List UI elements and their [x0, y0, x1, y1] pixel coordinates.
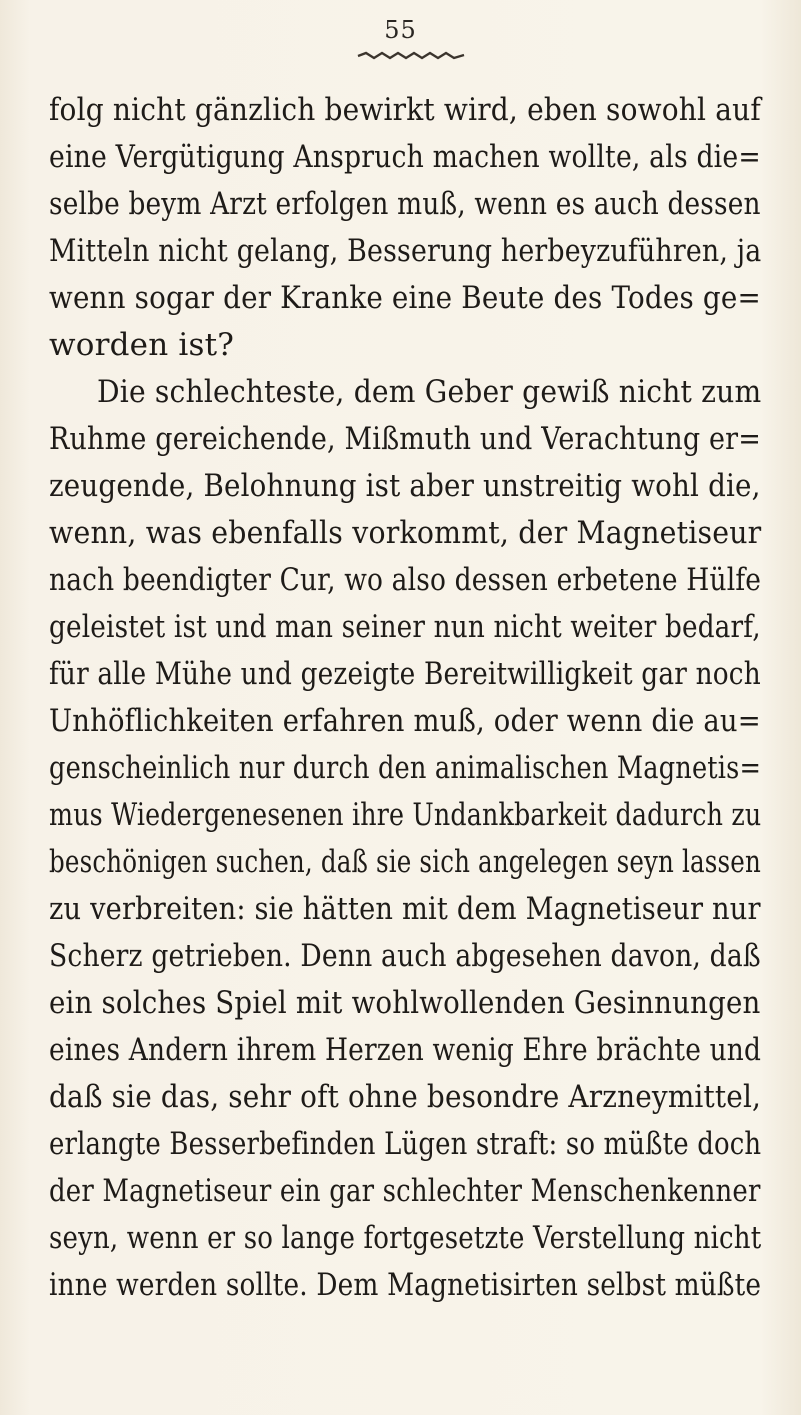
text-line: seyn, wenn er so lange fortgesetzte Verstellung nicht — [49, 1220, 762, 1256]
text-line: daß sie das, sehr oft ohne besondre Arzneymittel, — [49, 1079, 762, 1115]
text-line: mus Wiedergenesenen ihre Undankbarkeit dadurch zu — [49, 797, 762, 833]
text-line: nach beendigter Cur, wo also dessen erbetene Hülfe — [49, 562, 762, 598]
ornament-rule-icon — [356, 50, 466, 62]
text-line: genscheinlich nur durch den animalischen Magnetis= — [49, 750, 762, 786]
text-line: Mitteln nicht gelang, Besserung herbeyzuführen, ja — [49, 233, 762, 269]
text-line: inne werden sollte. Dem Magnetisirten selbst müßte — [49, 1267, 762, 1303]
text-line: Unhöflichkeiten erfahren muß, oder wenn die au= — [49, 703, 761, 739]
text-line: Ruhme gereichende, Mißmuth und Verachtung er= — [49, 421, 762, 457]
text-line: eine Vergütigung Anspruch machen wollte, als die= — [49, 139, 761, 175]
text-line: Scherz getrieben. Denn auch abgesehen davon, daß — [49, 938, 761, 974]
text-line: Die schlechteste, dem Geber gewiß nicht zum — [97, 374, 762, 410]
text-line: erlangte Besserbefinden Lügen straft: so müßte doch — [49, 1126, 762, 1162]
text-line: für alle Mühe und gezeigte Bereitwilligkeit gar noch — [49, 656, 761, 692]
text-line: folg nicht gänzlich bewirkt wird, eben sowohl auf — [49, 92, 761, 128]
text-line: zeugende, Belohnung ist aber unstreitig wohl die, — [49, 468, 761, 504]
text-line: beschönigen suchen, daß sie sich angelegen seyn lassen — [49, 844, 761, 880]
text-line: wenn, was ebenfalls vorkommt, der Magnetiseur — [49, 515, 762, 551]
text-line: der Magnetiseur ein gar schlechter Menschenkenner — [49, 1173, 761, 1209]
text-line: zu verbreiten: sie hätten mit dem Magnetiseur nur — [49, 891, 761, 927]
text-line: geleistet ist und man seiner nun nicht weiter bedarf, — [49, 609, 761, 645]
page-number: 55 — [384, 16, 417, 44]
text-line: selbe beym Arzt erfolgen muß, wenn es auch dessen — [49, 186, 761, 222]
text-line: ein solches Spiel mit wohlwollenden Gesinnungen — [49, 985, 761, 1021]
text-line: worden ist? — [49, 327, 235, 363]
text-line: eines Andern ihrem Herzen wenig Ehre brächte und — [49, 1032, 762, 1068]
text-line: wenn sogar der Kranke eine Beute des Todes ge= — [49, 280, 761, 316]
